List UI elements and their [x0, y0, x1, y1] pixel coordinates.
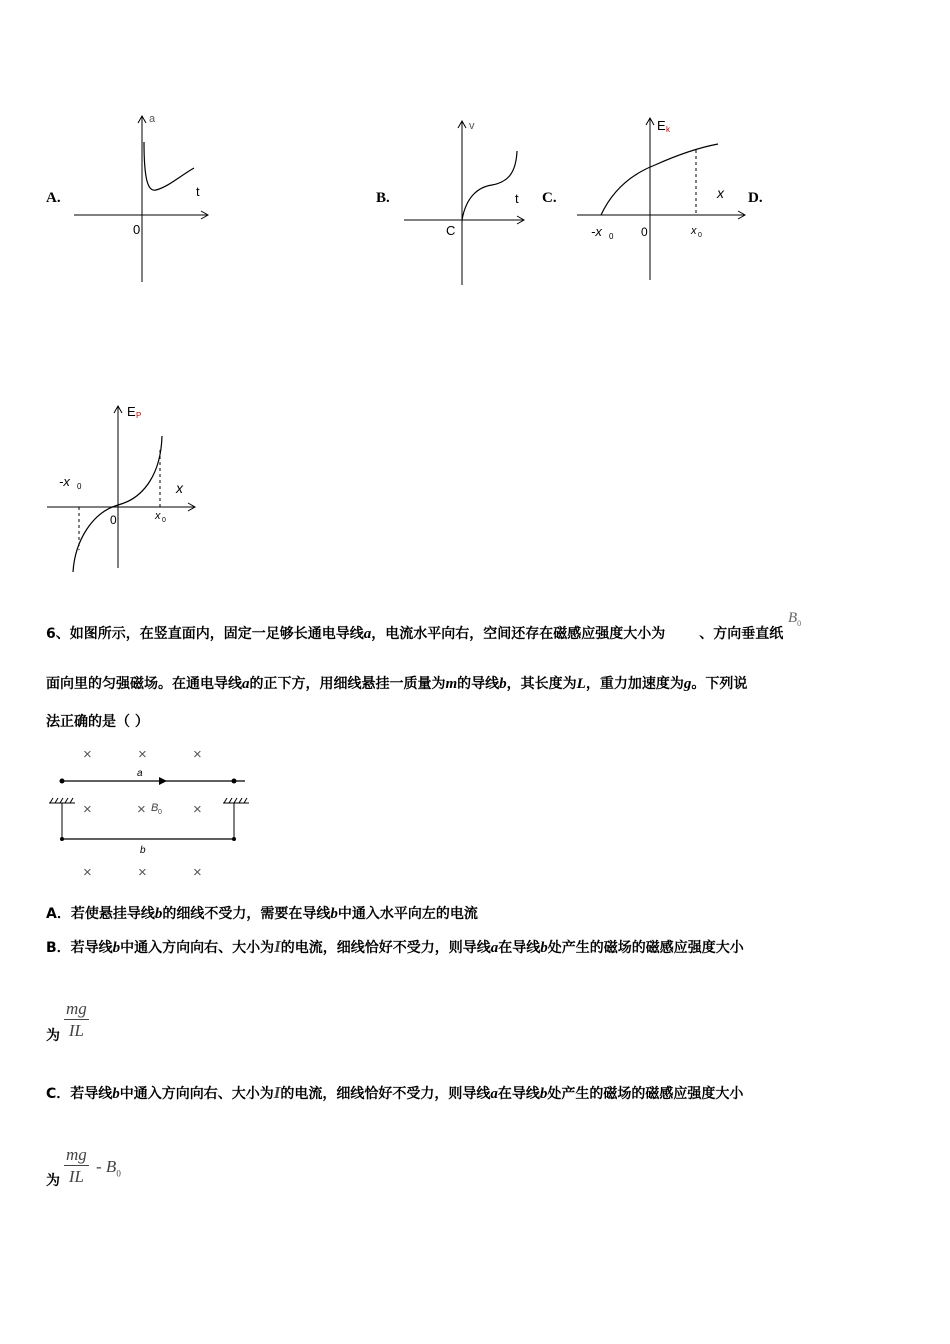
wire-b-label: b [140, 845, 146, 856]
answer-text: 的细线不受力，需要在导线 [162, 906, 331, 922]
answer-text: 中通入水平向左的电流 [337, 906, 478, 922]
answer-b-label: B． [46, 940, 71, 956]
cross-mark: × [83, 864, 92, 881]
graph-d-neg-x0: -x [59, 474, 70, 489]
answer-text: 在导线 [498, 940, 541, 956]
wire-b-left-end [60, 837, 64, 841]
graph-a-curve [144, 142, 194, 190]
fraction-numerator: mg [66, 1145, 87, 1164]
answer-text: 的电流，细线恰好不受力，则导线 [280, 1086, 491, 1102]
graph-c-y-label: E [657, 118, 666, 133]
var-b: b [499, 676, 507, 692]
question-text: ，重力加速度为 [585, 676, 684, 692]
graph-b-curve [462, 151, 517, 220]
var-I: I [273, 1083, 281, 1102]
fraction-denominator: IL [68, 1021, 84, 1040]
graph-a-y-label: a [149, 113, 156, 125]
var-I: I [274, 937, 281, 956]
question-text: 的导线 [457, 676, 500, 692]
graph-b-y-label: v [469, 120, 475, 132]
answer-text: 处产生的磁场的磁感应强度大小 [547, 940, 744, 956]
graph-d-x0: x [155, 510, 161, 522]
wire-figure [45, 740, 255, 885]
graph-a [70, 110, 220, 285]
field-label-sub: 0 [158, 809, 162, 816]
cross-mark: × [193, 864, 202, 881]
answer-text: 若使悬挂导线 [70, 906, 155, 922]
var-m: m [445, 676, 458, 692]
graph-c-origin: 0 [641, 225, 648, 239]
option-d-label: D. [748, 190, 763, 206]
question-text: 的正下方，用细线悬挂一质量为 [249, 676, 446, 692]
answer-a [46, 903, 478, 923]
var-a: a [242, 676, 250, 692]
cross-mark: × [83, 746, 92, 763]
graph-d-x-label: x [176, 480, 183, 496]
graph-c-x0: x [691, 225, 697, 237]
graph-c-neg-x0: -x [591, 224, 602, 239]
graph-a-origin: 0 [133, 222, 141, 237]
var-a: a [490, 1086, 498, 1102]
graph-b-x-label: t [515, 191, 519, 206]
var-a: a [363, 626, 372, 642]
graph-d-y-label: E [127, 404, 136, 419]
answer-b [46, 937, 744, 957]
answer-a-label: A． [46, 906, 71, 922]
question-line-2 [46, 673, 747, 693]
current-arrow [159, 777, 167, 785]
answer-c-fraction [64, 1145, 89, 1188]
wire-a-left-end [60, 779, 65, 784]
var-b: b [540, 940, 548, 956]
answer-c [46, 1083, 743, 1103]
b0-sub: 0 [797, 619, 802, 628]
question-line-3: 法正确的是（ ） [46, 714, 149, 730]
option-b-label: B. [376, 190, 390, 206]
graph-c-x-label: x [717, 185, 724, 201]
answer-text: 若导线 [70, 940, 113, 956]
question-text: ，电流水平向右，空间还存在磁感应强度大小为 [371, 626, 666, 642]
option-a-label: A. [46, 190, 61, 206]
fraction-denominator: IL [68, 1167, 84, 1186]
graph-b-origin: C [446, 223, 456, 238]
answer-c-wei: 为 [46, 1173, 60, 1189]
graph-c-curve [601, 144, 718, 215]
graph-c [575, 110, 750, 285]
cross-mark: × [137, 801, 146, 818]
answer-text: 在导线 [497, 1086, 540, 1102]
answer-text: 中通入方向向右、大小为 [120, 940, 275, 956]
graph-d-origin: 0 [110, 513, 117, 527]
b0-symbol [788, 610, 801, 628]
cross-mark: × [83, 801, 92, 818]
b0-letter: B [788, 610, 798, 626]
b0-letter: B [105, 1157, 117, 1176]
question-line-1 [46, 623, 783, 643]
cross-mark: × [138, 864, 147, 881]
var-b: b [112, 1086, 120, 1102]
var-b: b [330, 906, 338, 922]
field-label: B [151, 802, 159, 814]
answer-c-label: C． [46, 1086, 71, 1102]
answer-b-wei: 为 [46, 1028, 60, 1044]
question-text: 面向里的匀强磁场。在通电导线 [46, 676, 242, 692]
question-text: 6、如图所示，在竖直面内，固定一足够长通电导线 [46, 626, 364, 642]
graph-d [45, 400, 200, 580]
fraction-numerator: mg [66, 999, 87, 1018]
cross-mark: × [193, 746, 202, 763]
answer-c-minus-b0 [96, 1157, 121, 1178]
answer-text: 中通入方向向右、大小为 [119, 1086, 274, 1102]
question-text: 、方向垂直纸 [699, 626, 784, 642]
wire-b-right-end [232, 837, 236, 841]
cross-mark: × [138, 746, 147, 763]
cross-mark: × [193, 801, 202, 818]
graph-c-x0-sub: 0 [698, 232, 702, 239]
graph-a-x-label: t [196, 184, 200, 199]
answer-text: 处产生的磁场的磁感应强度大小 [547, 1086, 744, 1102]
answer-text: 的电流，细线恰好不受力，则导线 [280, 940, 491, 956]
answer-text: 若导线 [70, 1086, 113, 1102]
var-L: L [576, 676, 586, 692]
var-b: b [154, 906, 163, 922]
graph-c-y-sub: k [666, 125, 670, 134]
question-text: 。下列说 [691, 676, 748, 692]
graph-d-x0-sub: 0 [162, 517, 166, 524]
wire-a-right-end [232, 779, 237, 784]
option-c-label: C. [542, 190, 557, 206]
question-text: ，其长度为 [506, 676, 577, 692]
var-g: g [683, 676, 692, 692]
var-b: b [112, 940, 121, 956]
graph-c-neg-x0-sub: 0 [609, 232, 614, 241]
var-a: a [490, 940, 499, 956]
graph-d-y-sub: P [136, 411, 142, 420]
answer-b-fraction [64, 999, 89, 1042]
wire-a-label: a [137, 768, 143, 779]
minus-sign: - [96, 1157, 102, 1176]
graph-d-neg-x0-sub: 0 [77, 482, 82, 491]
var-b: b [539, 1086, 548, 1102]
b0-sub: 0 [116, 1168, 121, 1179]
graph-b [400, 115, 530, 290]
